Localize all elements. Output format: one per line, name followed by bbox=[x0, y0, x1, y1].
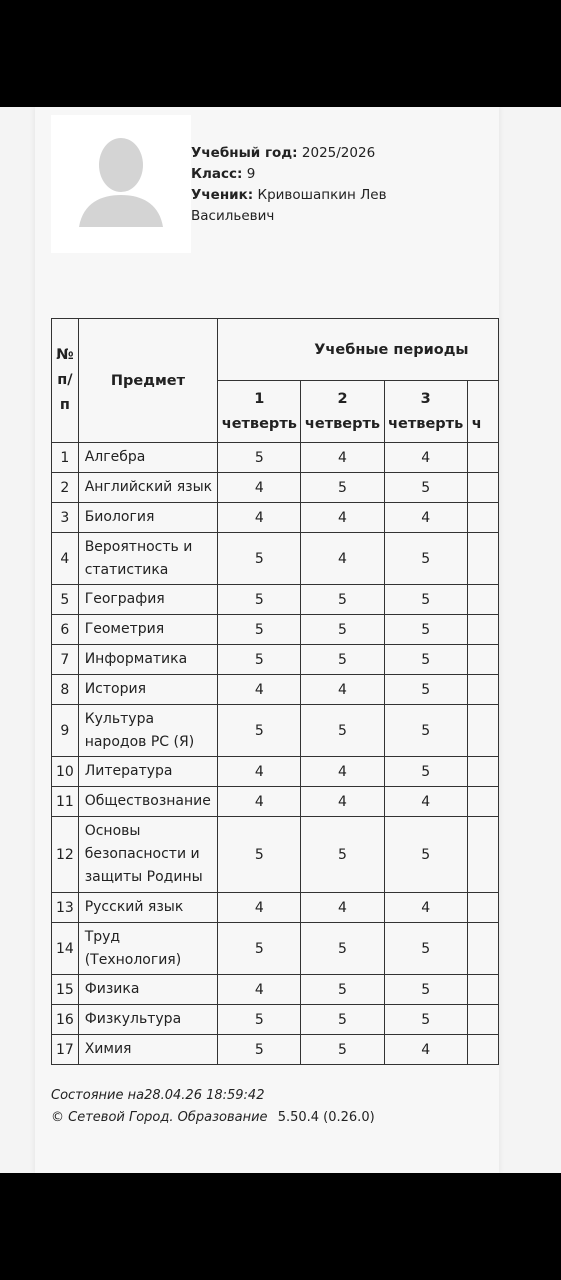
subject-name-line: Вероятность и bbox=[84, 538, 193, 555]
grade-cell-cropped bbox=[467, 1005, 498, 1035]
grade-cell: 4 bbox=[301, 533, 384, 585]
grade-cell-cropped bbox=[467, 503, 498, 533]
row-number: 3 bbox=[52, 503, 79, 533]
row-number: 11 bbox=[52, 787, 79, 817]
report-sheet bbox=[35, 107, 499, 1173]
subject-name-line: Обществознание bbox=[84, 793, 211, 809]
copyright-line bbox=[51, 1107, 491, 1129]
row-number: 4 bbox=[52, 533, 79, 585]
grades-table bbox=[51, 318, 499, 1065]
grade-cell: 4 bbox=[301, 893, 384, 923]
grade-cell-cropped bbox=[467, 923, 498, 975]
grade-cell-cropped bbox=[467, 645, 498, 675]
row-number: 12 bbox=[52, 817, 79, 893]
table-row bbox=[52, 705, 499, 757]
subject-cell bbox=[78, 817, 218, 893]
subject-name-line: народов РС (Я) bbox=[84, 733, 195, 750]
grade-cell-cropped bbox=[467, 975, 498, 1005]
column-header-number bbox=[52, 319, 79, 443]
subject-cell bbox=[78, 787, 218, 817]
grade-cell: 4 bbox=[218, 757, 301, 787]
table-row bbox=[52, 533, 499, 585]
subject-cell bbox=[78, 585, 218, 615]
grade-cell: 5 bbox=[301, 817, 384, 893]
subject-name-line: Литература bbox=[84, 763, 173, 779]
grade-cell-cropped bbox=[467, 675, 498, 705]
grade-cell: 5 bbox=[301, 473, 384, 503]
subject-name-line: Информатика bbox=[84, 651, 188, 667]
row-number: 7 bbox=[52, 645, 79, 675]
subject-cell bbox=[78, 893, 218, 923]
period-label: четверть bbox=[388, 415, 464, 432]
subject-name-line: Основы bbox=[84, 823, 141, 839]
table-row bbox=[52, 1005, 499, 1035]
grade-cell-cropped bbox=[467, 533, 498, 585]
period-label: ч bbox=[471, 415, 482, 432]
subject-name-line: безопасности и bbox=[84, 846, 200, 862]
grade-cell: 5 bbox=[384, 533, 467, 585]
grade-cell: 4 bbox=[384, 443, 467, 473]
user-silhouette-icon bbox=[51, 115, 191, 253]
subject-name-line: Английский язык bbox=[84, 479, 213, 495]
grade-cell: 5 bbox=[384, 975, 467, 1005]
subject-name-line: статистика bbox=[84, 561, 169, 578]
column-header-periods: Учебные периоды bbox=[218, 319, 499, 381]
student-name: Кривошапкин Лев bbox=[257, 187, 387, 203]
avatar bbox=[51, 115, 191, 253]
school-year-label: Учебный год: bbox=[191, 145, 298, 161]
subject-name-line: Физкультура bbox=[84, 1011, 182, 1027]
grade-cell: 5 bbox=[384, 645, 467, 675]
grade-cell: 5 bbox=[218, 533, 301, 585]
period-label: четверть bbox=[221, 415, 297, 432]
period-number: 1 bbox=[254, 390, 265, 407]
subject-name-line: защиты Родины bbox=[84, 869, 203, 885]
table-row bbox=[52, 923, 499, 975]
table-row bbox=[52, 787, 499, 817]
number-header-line: № bbox=[56, 347, 74, 363]
column-header-subject: Предмет bbox=[78, 319, 218, 443]
grade-cell: 5 bbox=[384, 705, 467, 757]
subject-cell bbox=[78, 533, 218, 585]
school-year-line bbox=[191, 143, 491, 164]
grade-cell: 5 bbox=[301, 975, 384, 1005]
grade-cell-cropped bbox=[467, 585, 498, 615]
grade-cell-cropped bbox=[467, 1035, 498, 1065]
grade-cell: 4 bbox=[218, 975, 301, 1005]
grade-cell: 5 bbox=[301, 615, 384, 645]
table-row bbox=[52, 675, 499, 705]
student-info bbox=[191, 143, 491, 227]
grade-cell: 5 bbox=[218, 443, 301, 473]
grade-cell: 5 bbox=[218, 705, 301, 757]
subject-cell bbox=[78, 645, 218, 675]
row-number: 2 bbox=[52, 473, 79, 503]
grade-cell: 4 bbox=[384, 503, 467, 533]
row-number: 13 bbox=[52, 893, 79, 923]
table-row bbox=[52, 615, 499, 645]
period-number: 3 bbox=[420, 390, 431, 407]
subject-name-line: Биология bbox=[84, 509, 155, 525]
grade-cell: 5 bbox=[301, 1035, 384, 1065]
grade-cell: 5 bbox=[218, 615, 301, 645]
grade-cell: 4 bbox=[301, 675, 384, 705]
subject-cell bbox=[78, 1005, 218, 1035]
grade-cell: 5 bbox=[384, 675, 467, 705]
table-row bbox=[52, 443, 499, 473]
table-row bbox=[52, 1035, 499, 1065]
grade-cell: 4 bbox=[218, 503, 301, 533]
grade-cell-cropped bbox=[467, 473, 498, 503]
subject-name-line: Труд bbox=[84, 928, 121, 945]
grade-cell: 4 bbox=[301, 787, 384, 817]
grade-cell: 5 bbox=[301, 923, 384, 975]
report-page bbox=[0, 107, 561, 1173]
school-year-value: 2025/2026 bbox=[301, 145, 376, 161]
number-header-line: п/ bbox=[57, 372, 73, 388]
grade-cell: 5 bbox=[384, 817, 467, 893]
class-line bbox=[191, 164, 491, 185]
grade-cell-cropped bbox=[467, 787, 498, 817]
subject-cell bbox=[78, 1035, 218, 1065]
subject-cell bbox=[78, 975, 218, 1005]
grade-cell-cropped bbox=[467, 817, 498, 893]
grade-cell: 5 bbox=[384, 923, 467, 975]
grade-cell: 5 bbox=[218, 585, 301, 615]
grade-cell: 5 bbox=[218, 645, 301, 675]
version-text: 5.50.4 (0.26.0) bbox=[277, 1110, 375, 1125]
footer bbox=[51, 1085, 491, 1129]
row-number: 8 bbox=[52, 675, 79, 705]
grade-cell-cropped bbox=[467, 705, 498, 757]
grade-cell: 4 bbox=[218, 675, 301, 705]
period-number: 2 bbox=[337, 390, 348, 407]
grade-cell: 5 bbox=[218, 923, 301, 975]
bottom-black-bar bbox=[0, 1173, 561, 1280]
period-number bbox=[472, 387, 498, 412]
table-row bbox=[52, 893, 499, 923]
table-row bbox=[52, 645, 499, 675]
subject-cell bbox=[78, 757, 218, 787]
grade-cell: 5 bbox=[384, 585, 467, 615]
table-row bbox=[52, 975, 499, 1005]
row-number: 1 bbox=[52, 443, 79, 473]
number-header-line: п bbox=[59, 397, 70, 413]
grade-cell: 5 bbox=[301, 645, 384, 675]
grade-cell: 4 bbox=[218, 473, 301, 503]
top-black-bar bbox=[0, 0, 561, 107]
subject-name-line: (Технология) bbox=[84, 951, 182, 968]
subject-cell bbox=[78, 473, 218, 503]
period-header bbox=[467, 381, 498, 443]
grade-cell: 5 bbox=[301, 585, 384, 615]
row-number: 17 bbox=[52, 1035, 79, 1065]
grade-cell: 4 bbox=[218, 787, 301, 817]
period-header bbox=[218, 381, 301, 443]
subject-name-line: Геометрия bbox=[84, 621, 165, 637]
grade-cell: 5 bbox=[384, 473, 467, 503]
grade-cell: 5 bbox=[218, 1035, 301, 1065]
grade-cell: 4 bbox=[301, 443, 384, 473]
grade-cell-cropped bbox=[467, 443, 498, 473]
table-row bbox=[52, 757, 499, 787]
subject-name-line: Культура bbox=[84, 710, 155, 727]
grade-cell: 4 bbox=[384, 787, 467, 817]
subject-cell bbox=[78, 923, 218, 975]
row-number: 15 bbox=[52, 975, 79, 1005]
student-name-line bbox=[191, 185, 491, 206]
grade-cell: 5 bbox=[384, 615, 467, 645]
subject-cell bbox=[78, 705, 218, 757]
row-number: 5 bbox=[52, 585, 79, 615]
class-value: 9 bbox=[246, 166, 256, 182]
grade-cell: 4 bbox=[218, 893, 301, 923]
copyright-text: © Сетевой Город. Образование bbox=[51, 1110, 268, 1125]
row-number: 16 bbox=[52, 1005, 79, 1035]
grade-cell-cropped bbox=[467, 893, 498, 923]
subject-cell bbox=[78, 615, 218, 645]
grade-cell: 4 bbox=[301, 503, 384, 533]
row-number: 6 bbox=[52, 615, 79, 645]
table-row bbox=[52, 503, 499, 533]
period-header bbox=[384, 381, 467, 443]
student-label: Ученик: bbox=[191, 187, 254, 203]
grade-cell: 5 bbox=[218, 817, 301, 893]
state-timestamp: Состояние на28.04.26 18:59:42 bbox=[51, 1088, 265, 1103]
subject-name-line: Русский язык bbox=[84, 899, 184, 915]
period-label: четверть bbox=[304, 415, 381, 432]
grade-cell: 5 bbox=[301, 705, 384, 757]
student-name-line-2: Васильевич bbox=[191, 208, 275, 224]
grade-cell-cropped bbox=[467, 757, 498, 787]
subject-cell bbox=[78, 503, 218, 533]
table-row bbox=[52, 585, 499, 615]
subject-cell bbox=[78, 675, 218, 705]
grade-cell-cropped bbox=[467, 615, 498, 645]
row-number: 10 bbox=[52, 757, 79, 787]
period-header bbox=[301, 381, 384, 443]
grade-cell: 5 bbox=[384, 1005, 467, 1035]
table-row bbox=[52, 473, 499, 503]
subject-name-line: Физика bbox=[84, 981, 140, 997]
subject-name-line: Алгебра bbox=[84, 449, 146, 465]
subject-name-line: География bbox=[84, 591, 165, 607]
class-label: Класс: bbox=[191, 166, 243, 182]
grade-cell: 5 bbox=[384, 757, 467, 787]
row-number: 14 bbox=[52, 923, 79, 975]
subject-cell bbox=[78, 443, 218, 473]
subject-name-line: Химия bbox=[84, 1041, 132, 1057]
grade-cell: 5 bbox=[301, 1005, 384, 1035]
grade-cell: 4 bbox=[301, 757, 384, 787]
table-row bbox=[52, 817, 499, 893]
grade-cell: 4 bbox=[384, 1035, 467, 1065]
row-number: 9 bbox=[52, 705, 79, 757]
grade-cell: 5 bbox=[218, 1005, 301, 1035]
grade-cell: 4 bbox=[384, 893, 467, 923]
subject-name-line: История bbox=[84, 681, 147, 697]
